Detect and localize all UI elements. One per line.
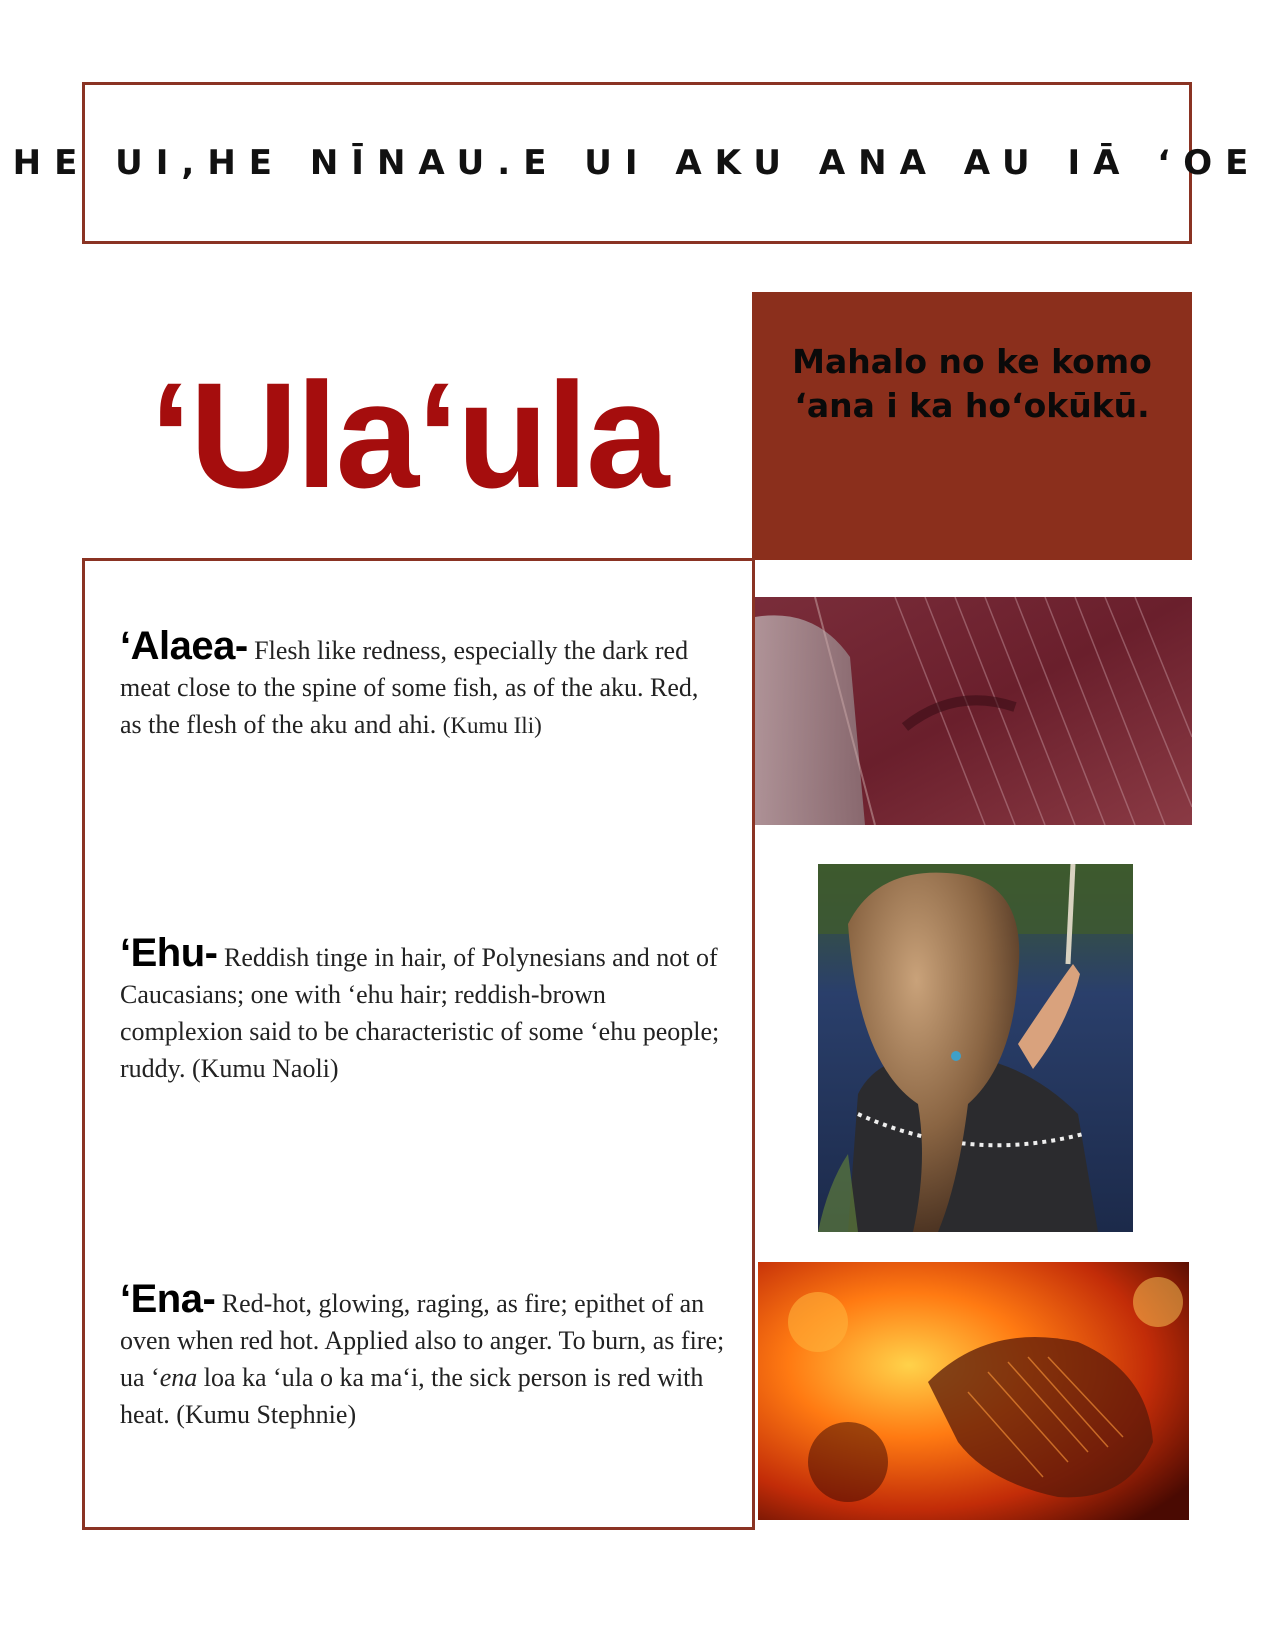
definition-ena	[120, 1277, 725, 1433]
definition-alaea-source: (Kumu Ili)	[442, 713, 542, 738]
definition-ehu	[120, 931, 725, 1087]
header-text: HE UI,HE NĪNAU.E UI AKU ANA AU IĀ ‘OE	[12, 143, 1262, 183]
fish-flesh-photo	[755, 597, 1192, 825]
definition-ena-text-2: loa ka ‘ula o ka ma‘i, the sick person is red with heat. (Kumu Stephnie)	[120, 1363, 704, 1429]
definition-ena-text-1: Red-hot, glowing, raging, as fire; epithet of an oven when red hot. Applied also to anger. To burn, as fire; ua ‘	[120, 1289, 725, 1392]
term-ehu: ‘Ehu-	[120, 931, 218, 975]
welcome-text: Mahalo no ke komo ‘ana i ka ho‘okūkū.	[792, 342, 1152, 425]
term-alaea: ‘Alaea-	[120, 624, 248, 668]
page-title: ‘Ula‘ula	[150, 351, 668, 519]
child-hair-photo	[818, 864, 1133, 1232]
definition-alaea-text: Flesh like redness, especially the dark red meat close to the spine of some fish, as of the aku. Red, as the flesh of the aku and ahi.	[120, 636, 699, 739]
header-banner	[12, 82, 1262, 244]
definition-ehu-text: Reddish tinge in hair, of Polynesians and not of Caucasians; one with ‘ehu hair; reddish-brown complexion said to be characteristic of some ‘ehu people; ruddy. (Kumu Naoli)	[120, 943, 720, 1083]
fire-embers-photo	[758, 1262, 1189, 1520]
welcome-box	[752, 292, 1192, 560]
definition-ena-italic: ena	[159, 1363, 198, 1392]
term-ena: ‘Ena-	[120, 1277, 216, 1321]
definition-alaea	[120, 624, 725, 744]
